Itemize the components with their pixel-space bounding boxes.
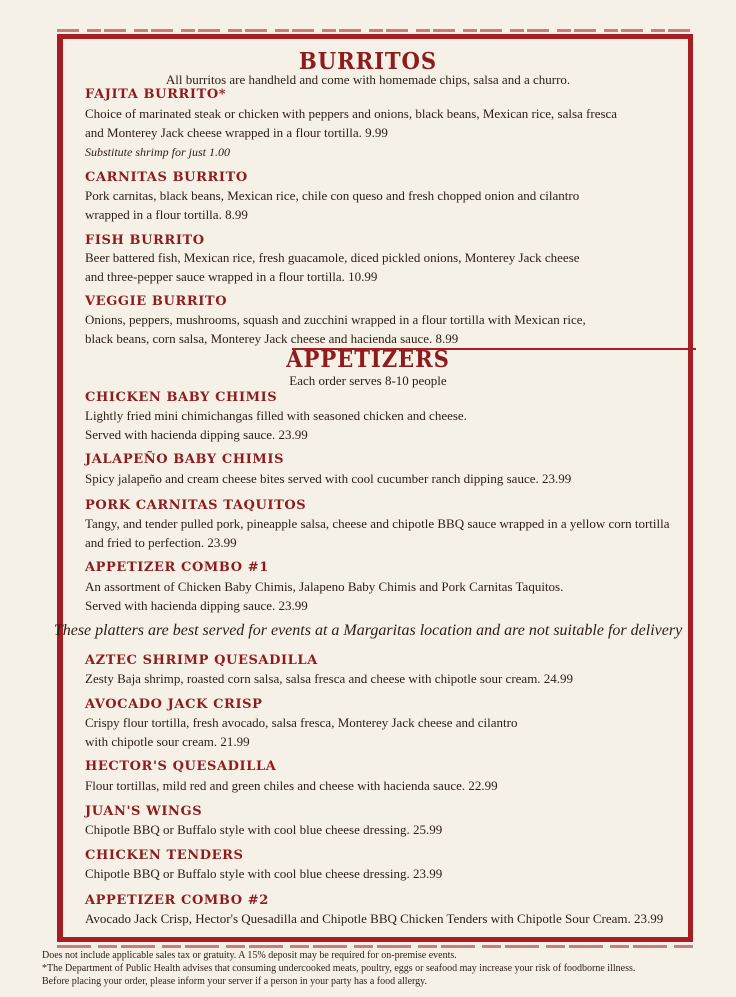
menu-item-description: Lightly fried mini chimichangas filled with seasoned chicken and cheese. Served with hacienda dipping sauce. 23.99: [85, 408, 467, 442]
menu-item-name: JALAPEÑO BABY CHIMIS: [85, 452, 285, 467]
menu-item-name: CARNITAS BURRITO: [85, 170, 248, 185]
menu-item-description: Avocado Jack Crisp, Hector's Quesadilla and Chipotle BBQ Chicken Tenders with Chipotle Sour Cream. 23.99: [85, 911, 664, 926]
menu-item-name: APPETIZER COMBO #1: [85, 560, 269, 575]
menu-item-description: Pork carnitas, black beans, Mexican rice, chile con queso and fresh chopped onion and cilantro wrapped in a flour tortilla. 8.99: [85, 188, 580, 222]
menu-item-description: An assortment of Chicken Baby Chimis, Jalapeno Baby Chimis and Pork Carnitas Taquitos. Served with hacienda dipping sauce. 23.99: [85, 579, 564, 613]
menu-item-name: APPETIZER COMBO #2: [85, 893, 269, 908]
menu-item-name: AZTEC SHRIMP QUESADILLA: [85, 653, 318, 668]
menu-item-description: Crispy flour tortilla, fresh avocado, salsa fresca, Monterey Jack cheese and cilantro with chipotle sour cream. 21.99: [85, 715, 518, 749]
menu-item-description: Onions, peppers, mushrooms, squash and zucchini wrapped in a flour tortilla with Mexican rice, black beans, corn salsa, Monterey Jack cheese and hacienda sauce. 8.99: [85, 312, 586, 346]
shrimp-note: Substitute shrimp for just 1.00: [85, 145, 231, 159]
burritos-subtitle: All burritos are handheld and come with homemade chips, salsa and a churro.: [165, 72, 571, 87]
menu-item-name: FAJITA BURRITO*: [85, 87, 227, 102]
burritos-title: BURRITOS: [298, 48, 438, 75]
menu-item-description: Choice of marinated steak or chicken with peppers and onions, black beans, Mexican rice, salsa fresca and Monterey Jack cheese wrapped in a flour tortilla. 9.99: [85, 106, 618, 140]
menu-item-description: Spicy jalapeño and cream cheese bites served with cool cucumber ranch dipping sauce. 23.99: [85, 471, 572, 486]
menu-item-name: VEGGIE BURRITO: [85, 294, 228, 309]
menu-item-name: FISH BURRITO: [85, 233, 205, 248]
appetizers-subtitle: Each order serves 8-10 people: [289, 373, 447, 388]
menu-item-name: JUAN'S WINGS: [85, 804, 203, 819]
menu-item-description: Chipotle BBQ or Buffalo style with cool blue cheese dressing. 23.99: [85, 866, 443, 881]
delivery-notice: These platters are best served for events at a Margaritas location and are not suitable for delivery: [53, 622, 683, 639]
menu-item-name: AVOCADO JACK CRISP: [85, 697, 263, 712]
menu-item-description: Chipotle BBQ or Buffalo style with cool blue cheese dressing. 25.99: [85, 822, 443, 837]
appetizers-title: APPETIZERS: [286, 346, 450, 373]
menu-item-name: HECTOR'S QUESADILLA: [85, 759, 277, 774]
menu-item-description: Zesty Baja shrimp, roasted corn salsa, salsa fresca and cheese with chipotle sour cream. 24.99: [85, 671, 574, 686]
menu-item-name: PORK CARNITAS TAQUITOS: [85, 498, 307, 513]
menu-item-name: CHICKEN BABY CHIMIS: [85, 390, 278, 405]
menu-item-description: Beer battered fish, Mexican rice, fresh guacamole, diced pickled onions, Monterey Jack cheese and three-pepper sauce wrapped in a flour tortilla. 10.99: [85, 250, 580, 284]
menu-item-name: CHICKEN TENDERS: [85, 848, 244, 863]
legal-footer: Does not include applicable sales tax or gratuity. A 15% deposit may be required for on-premise events. *The Department of Public Health advises that consuming undercooked meats, poultry, eggs or seafood may increase your risk of foodborne illness. Before placing your order, please inform your server if a person in your party has a food allergy.: [42, 950, 636, 987]
menu-item-description: Tangy, and tender pulled pork, pineapple salsa, cheese and chipotle BBQ sauce wrapped in a yellow corn tortilla and fried to perfection. 23.99: [85, 516, 670, 550]
menu-item-description: Flour tortillas, mild red and green chiles and cheese with hacienda sauce. 22.99: [85, 778, 498, 793]
